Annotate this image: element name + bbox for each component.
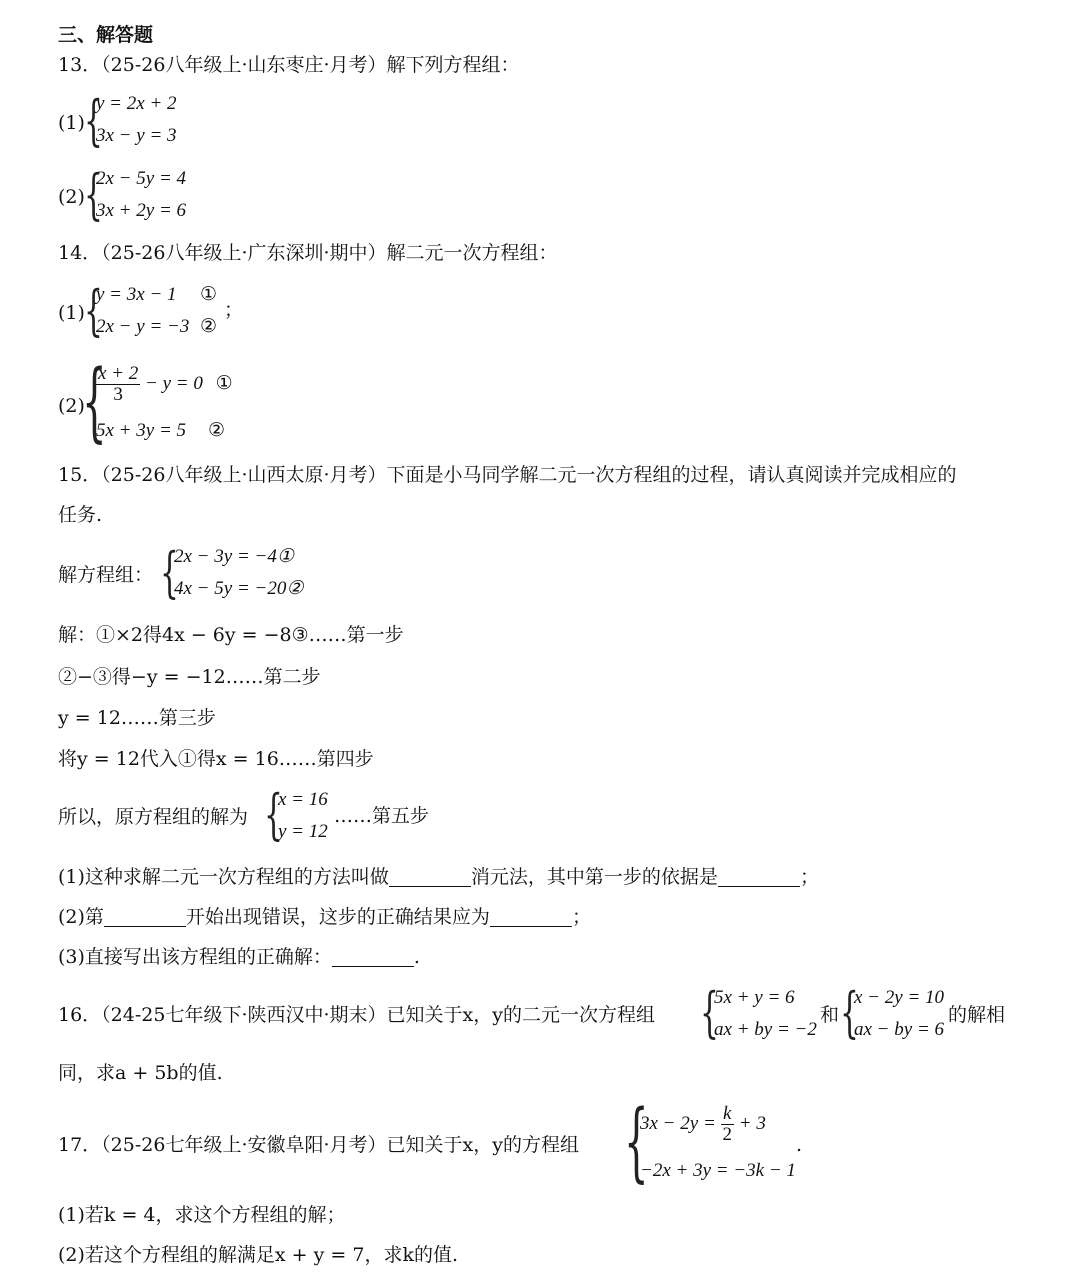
q15-task2 bbox=[58, 904, 591, 930]
q14-p2-den: 3 bbox=[113, 384, 123, 405]
q16-line2: 同，求a + 5b的值. bbox=[58, 1062, 223, 1084]
q15-step4: 将y = 12代入①得x = 16……第四步 bbox=[58, 748, 374, 770]
q17-den: 2 bbox=[722, 1124, 733, 1145]
q14-p2-eq1-rest: − y = 0 bbox=[145, 372, 203, 394]
q15-task1-blank2[interactable] bbox=[718, 866, 800, 887]
q14-p1-label: (1) bbox=[58, 302, 85, 324]
q14-p2-brace: { bbox=[82, 352, 107, 452]
q15-task1-blank1[interactable] bbox=[389, 866, 471, 887]
q17-tail: . bbox=[796, 1134, 803, 1156]
q15-task3-text-a: (3)直接写出该方程组的正确解： bbox=[58, 946, 332, 968]
q15-step5-eq1: x = 16 bbox=[278, 789, 328, 810]
q14-p1-tail: ； bbox=[224, 300, 244, 321]
q15-task2-text-b: 开始出现错误，这步的正确结果应为 bbox=[185, 906, 490, 928]
q14-p2-label: (2) bbox=[58, 395, 85, 417]
q14-p2-mark1: ① bbox=[215, 372, 233, 394]
q13-p1-eq2: 3x − y = 3 bbox=[96, 125, 177, 146]
q15-sys-eq2: 4x − 5y = −20② bbox=[174, 578, 304, 599]
q15-step2: ②−③得−y = −12……第二步 bbox=[58, 666, 321, 688]
q17-eq1-left: 3x − 2y = bbox=[640, 1112, 716, 1134]
q15-system-label: 解方程组： bbox=[58, 564, 154, 586]
q14-p2-mark2: ② bbox=[208, 420, 226, 441]
q14-p1-eq1: y = 3x − 1 bbox=[96, 284, 177, 305]
q16-sysA-eq2: ax + by = −2 bbox=[714, 1019, 817, 1040]
q13-p1-eq1: y = 2x + 2 bbox=[96, 93, 177, 114]
q14-p1-mark1: ① bbox=[200, 284, 218, 305]
q15-task1-text-c: ； bbox=[799, 866, 819, 888]
q15-task2-blank1[interactable] bbox=[104, 906, 186, 927]
q15-step5-brace: { bbox=[264, 783, 283, 846]
q17-header: 17．（25-26七年级上·安徽阜阳·月考）已知关于x，y的方程组 bbox=[58, 1134, 579, 1156]
q15-step5-eq2: y = 12 bbox=[278, 821, 328, 842]
section-title: 三、解答题 bbox=[58, 24, 154, 46]
q13-p2-eq1: 2x − 5y = 4 bbox=[96, 168, 187, 189]
q17-num: k bbox=[721, 1104, 735, 1125]
q17-eq1-right: + 3 bbox=[738, 1112, 766, 1134]
q16-sysB-eq2: ax − by = 6 bbox=[854, 1019, 945, 1040]
q15-system-brace: { bbox=[160, 541, 179, 604]
q15-task2-text-a: (2)第 bbox=[58, 906, 104, 928]
q15-task2-text-c: ； bbox=[571, 906, 591, 928]
q15-task2-blank2[interactable] bbox=[490, 906, 572, 927]
q17-fraction bbox=[721, 1104, 735, 1145]
q17-brace: { bbox=[624, 1092, 649, 1192]
q14-p1-eq2: 2x − y = −3 bbox=[96, 316, 190, 337]
q15-task1 bbox=[58, 864, 819, 890]
q15-sys-eq1: 2x − 3y = −4① bbox=[174, 546, 294, 567]
q16-and: 和 bbox=[820, 1004, 840, 1026]
q15-step3: y = 12……第三步 bbox=[58, 707, 216, 729]
q16-tail: 的解相 bbox=[948, 1004, 1006, 1026]
q17-part2: (2)若这个方程组的解满足x + y = 7，求k的值. bbox=[58, 1244, 459, 1266]
q16-sysA-eq1: 5x + y = 6 bbox=[714, 987, 795, 1008]
q14-p1-brace: { bbox=[84, 279, 103, 342]
q17-eq2: −2x + 3y = −3k − 1 bbox=[640, 1160, 796, 1181]
q15-task3 bbox=[58, 944, 420, 970]
q14-p2-fraction bbox=[96, 364, 140, 405]
q15-step5-tail: ……第五步 bbox=[334, 805, 430, 827]
q13-header: 13．（25-26八年级上·山东枣庄·月考）解下列方程组： bbox=[58, 54, 520, 76]
q13-p1-brace: { bbox=[84, 89, 103, 152]
q14-p2-num: x + 2 bbox=[98, 363, 139, 384]
q13-p1-label: (1) bbox=[58, 112, 85, 134]
q15-header-line2: 任务. bbox=[58, 504, 103, 526]
q15-step5-label: 所以，原方程组的解为 bbox=[58, 806, 249, 828]
q16-header: 16．（24-25七年级下·陕西汉中·期末）已知关于x，y的二元一次方程组 bbox=[58, 1004, 655, 1026]
q15-task3-blank[interactable] bbox=[332, 946, 414, 967]
q14-p1-mark2: ② bbox=[200, 316, 218, 337]
q14-header: 14．（25-26八年级上·广东深圳·期中）解二元一次方程组： bbox=[58, 242, 558, 264]
q13-p2-label: (2) bbox=[58, 186, 85, 208]
q15-task1-text-b: 消元法，其中第一步的依据是 bbox=[470, 866, 718, 888]
q15-step1: 解：①×2得4x − 6y = −8③……第一步 bbox=[58, 624, 404, 646]
q15-task1-text-a: (1)这种求解二元一次方程组的方法叫做 bbox=[58, 866, 389, 888]
q17-part1: (1)若k = 4，求这个方程组的解； bbox=[58, 1204, 346, 1226]
q16-sysA-brace: { bbox=[700, 981, 719, 1044]
q14-p2-eq2: 5x + 3y = 5 bbox=[96, 420, 187, 441]
q13-p2-eq2: 3x + 2y = 6 bbox=[96, 200, 187, 221]
q16-sysB-brace: { bbox=[840, 981, 859, 1044]
q16-sysB-eq1: x − 2y = 10 bbox=[854, 987, 945, 1008]
q15-header-line1: 15．（25-26八年级上·山西太原·月考）下面是小马同学解二元一次方程组的过程，请认真阅读并完成相应的 bbox=[58, 464, 957, 486]
q15-task3-text-b: . bbox=[413, 946, 420, 968]
q13-p2-brace: { bbox=[84, 163, 103, 226]
